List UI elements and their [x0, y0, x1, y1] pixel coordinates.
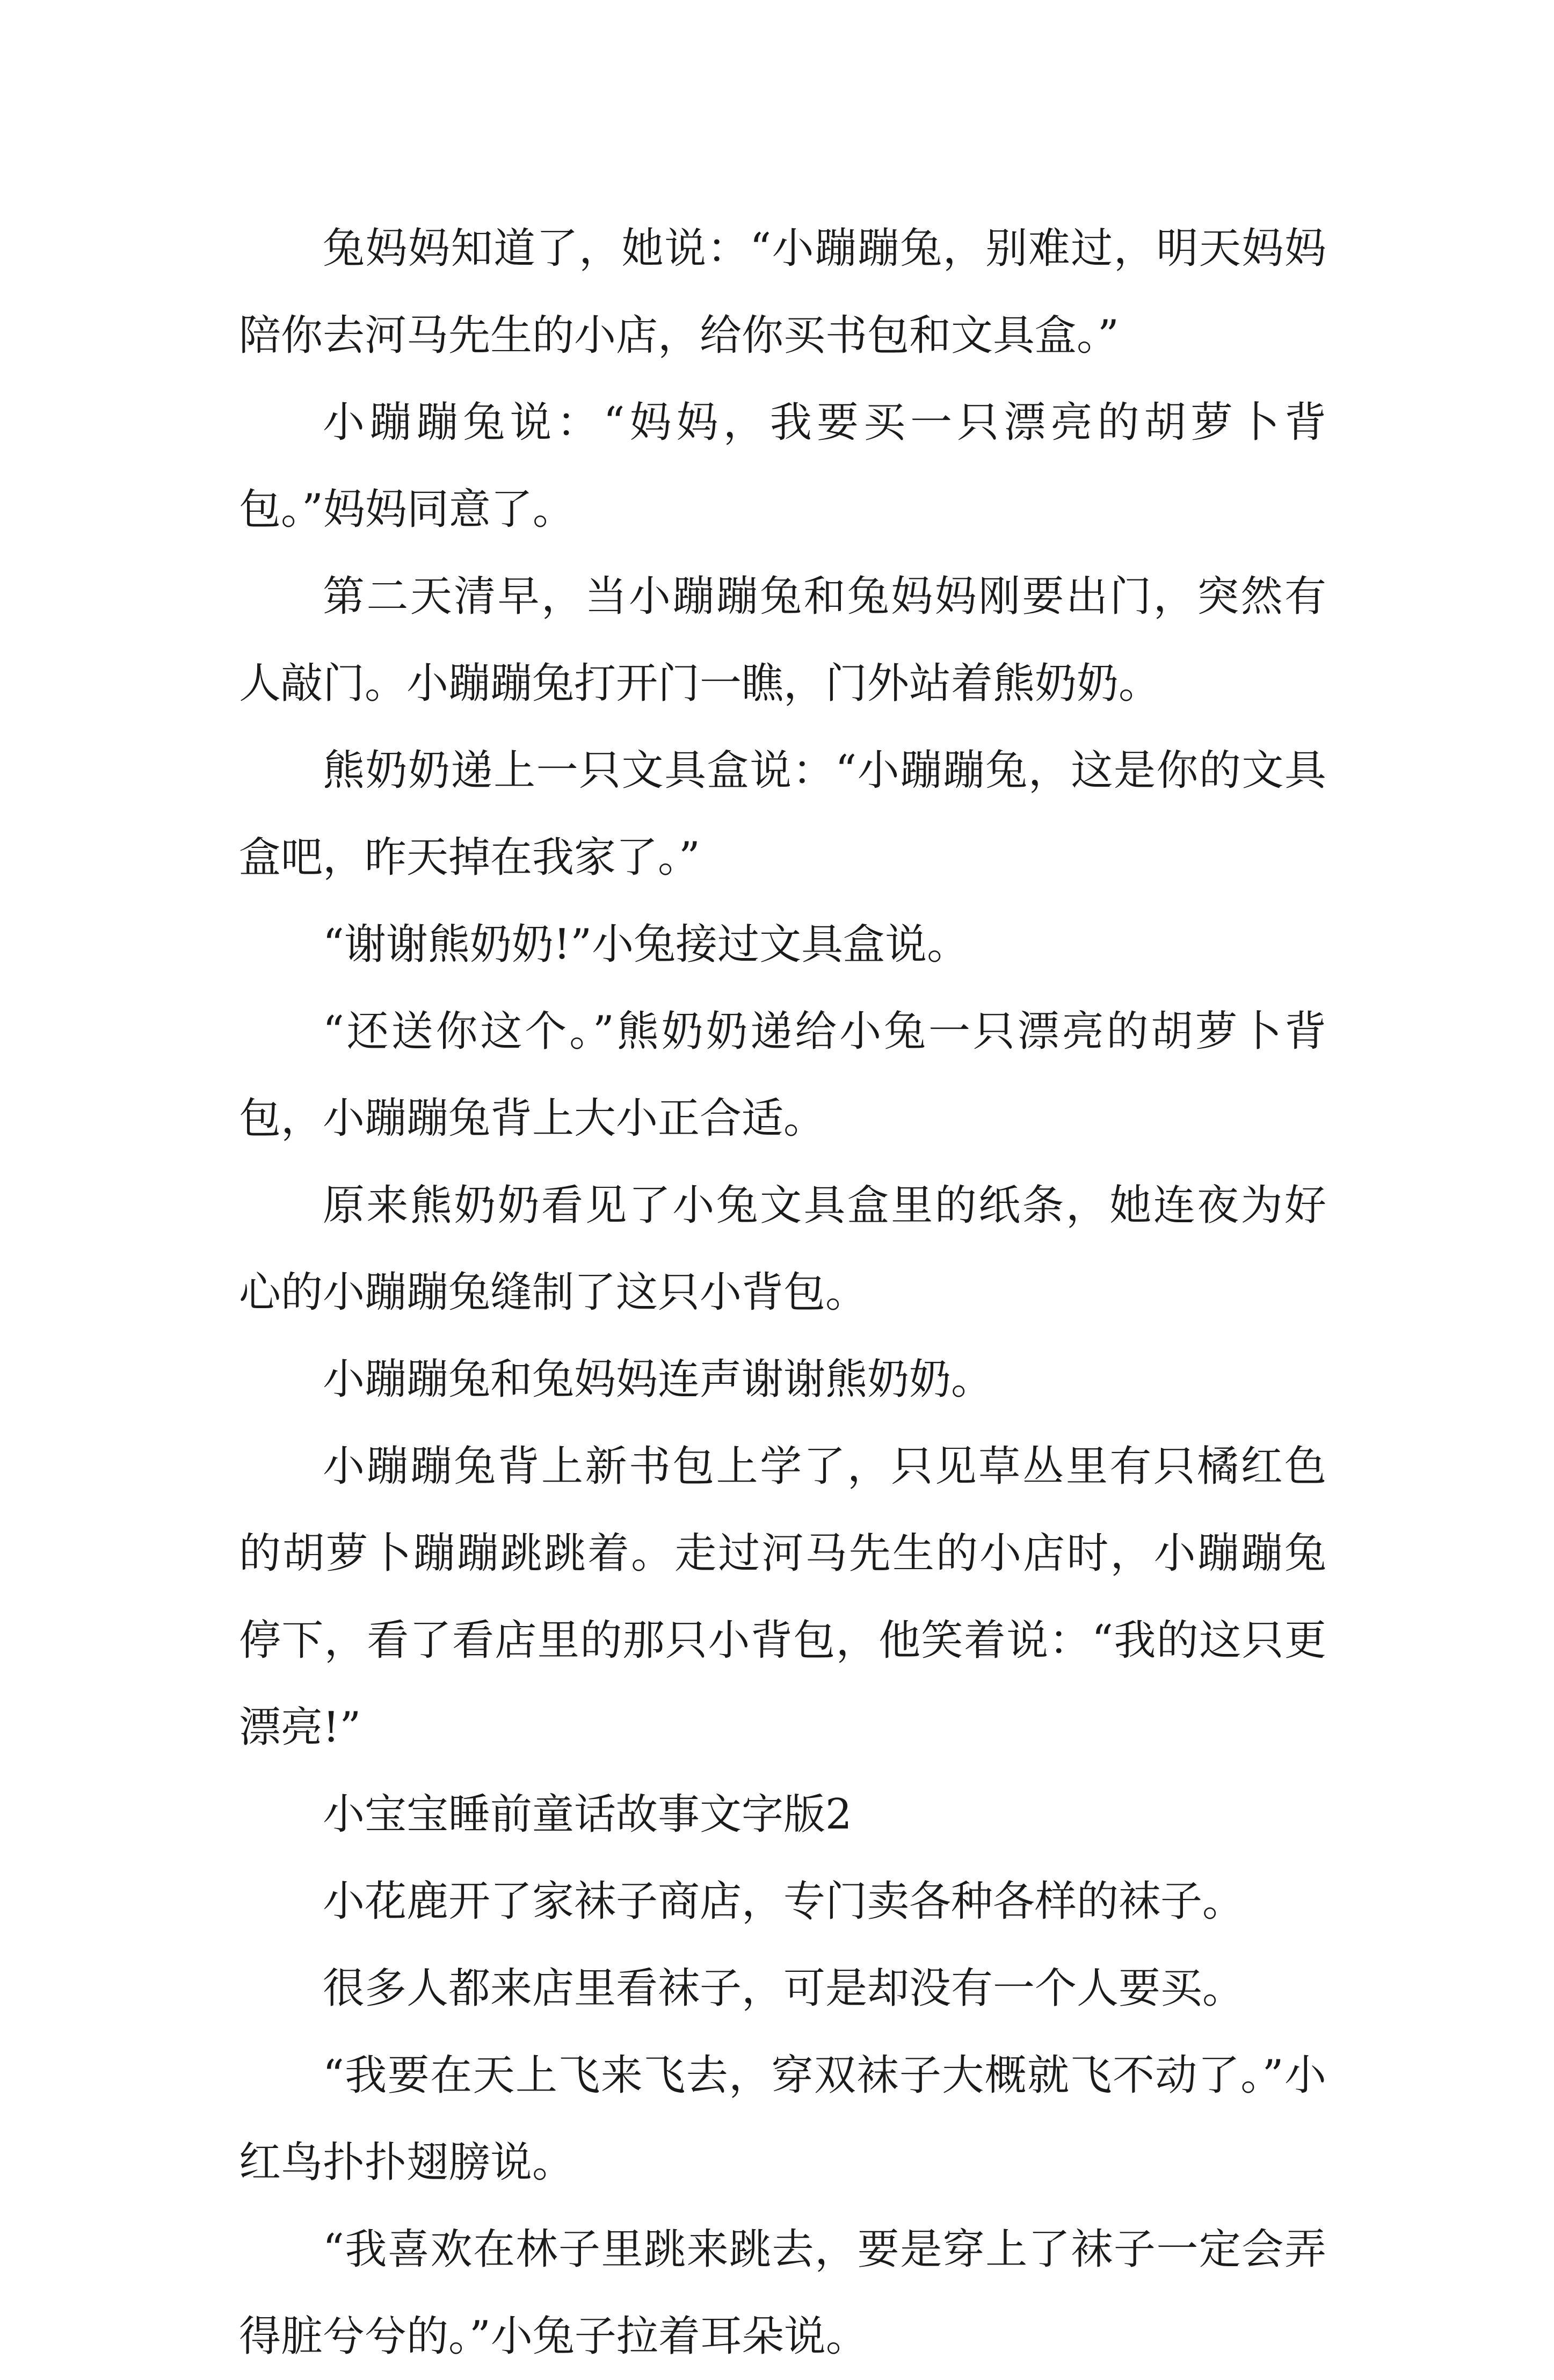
paragraph: 原来熊奶奶看见了小兔文具盒里的纸条，她连夜为好心的小蹦蹦兔缝制了这只小背包。 — [239, 1181, 1326, 1317]
paragraph: 很多人都来店里看袜子，可是却没有一个人要买。 — [323, 1964, 1245, 2013]
paragraph: 兔妈妈知道了，她说：“小蹦蹦兔，别难过，明天妈妈陪你去河马先生的小店，给你买书包和文具盒。” — [239, 224, 1326, 360]
paragraph: “谢谢熊奶奶!”小兔接过文具盒说。 — [323, 920, 969, 969]
paragraph: 小蹦蹦兔和兔妈妈连声谢谢熊奶奶。 — [323, 1355, 993, 1404]
paragraph: 小蹦蹦兔说：“妈妈，我要买一只漂亮的胡萝卜背包。”妈妈同意了。 — [239, 398, 1326, 534]
paragraph: 熊奶奶递上一只文具盒说：“小蹦蹦兔，这是你的文具盒吧，昨天掉在我家了。” — [239, 746, 1326, 882]
paragraph: “我喜欢在林子里跳来跳去，要是穿上了袜子一定会弄得脏兮兮的。”小兔子拉着耳朵说。 — [239, 2225, 1326, 2361]
paragraph: 小蹦蹦兔背上新书包上学了，只见草丛里有只橘红色的胡萝卜蹦蹦跳跳着。走过河马先生的小店时，小蹦蹦兔停下，看了看店里的那只小背包，他笑着说：“我的这只更漂亮!” — [239, 1442, 1326, 1752]
paragraph: 第二天清早，当小蹦蹦兔和兔妈妈刚要出门，突然有人敲门。小蹦蹦兔打开门一瞧，门外站着熊奶奶。 — [239, 572, 1326, 708]
paragraph: “还送你这个。”熊奶奶递给小兔一只漂亮的胡萝卜背包，小蹦蹦兔背上大小正合适。 — [239, 1007, 1326, 1143]
section-title: 小宝宝睡前童话故事文字版2 — [323, 1790, 852, 1839]
document-body — [239, 205, 1326, 2380]
paragraph: “我要在天上飞来飞去，穿双袜子大概就飞不动了。”小红鸟扑扑翅膀说。 — [239, 2051, 1326, 2187]
paragraph: 小花鹿开了家袜子商店，专门卖各种各样的袜子。 — [323, 1877, 1245, 1926]
